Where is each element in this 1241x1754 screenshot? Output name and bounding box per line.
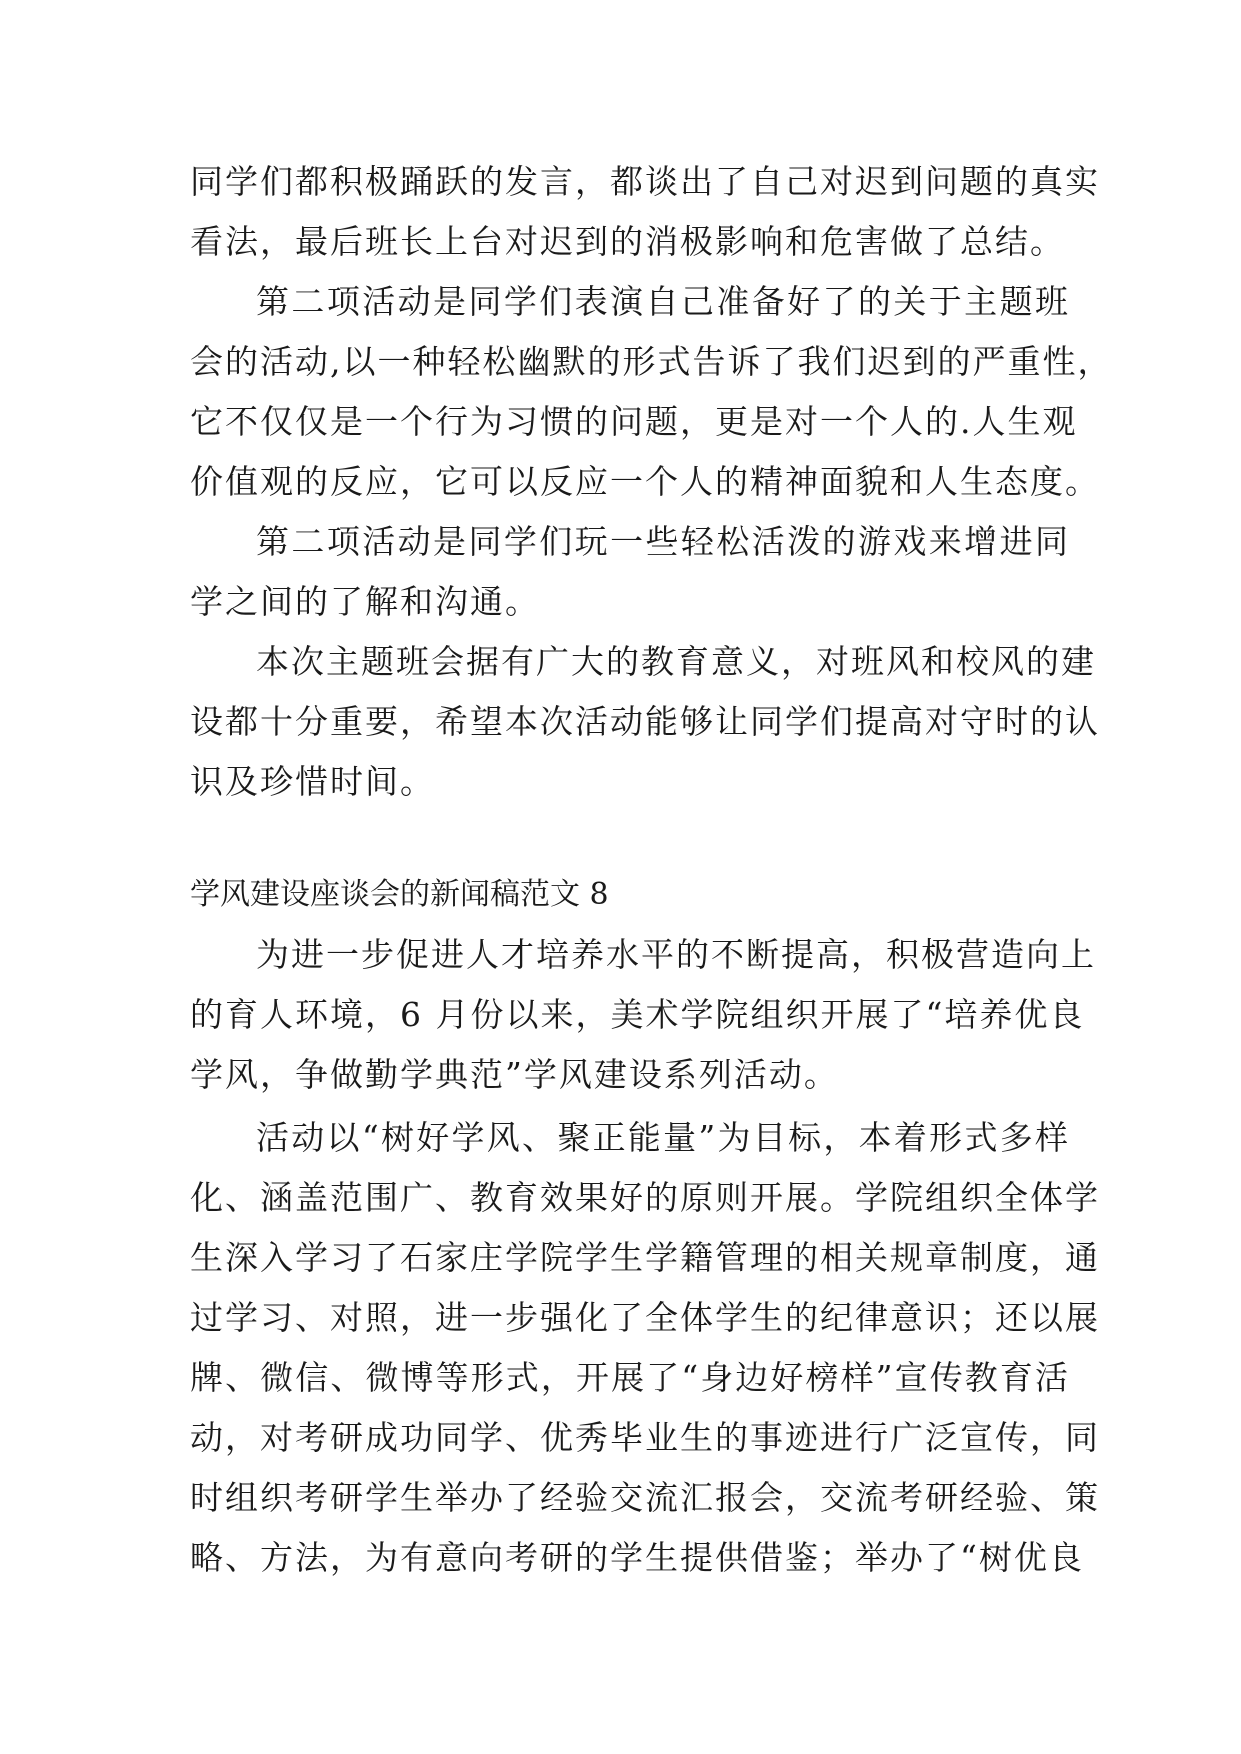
text-line: 设都十分重要，希望本次活动能够让同学们提高对守时的认 [190, 702, 1100, 741]
text-line: 识及珍惜时间。 [190, 762, 435, 801]
text-line: 价值观的反应，它可以反应一个人的精神面貌和人生态度。 [190, 462, 1100, 501]
text-line: 略、方法，为有意向考研的学生提供借鉴；举办了“树优良 [190, 1538, 1084, 1577]
text-line: 本次主题班会据有广大的教育意义，对班风和校风的建 [256, 642, 1096, 681]
text-line: 同学们都积极踊跃的发言，都谈出了自己对迟到问题的真实 [190, 162, 1100, 201]
text-line: 的育人环境，6 月份以来，美术学院组织开展了“培养优良 [190, 995, 1085, 1034]
text-line: 时组织考研学生举办了经验交流汇报会，交流考研经验、策 [190, 1478, 1100, 1517]
text-line: 学风，争做勤学典范”学风建设系列活动。 [190, 1055, 839, 1094]
text-line: 生深入学习了石家庄学院学生学籍管理的相关规章制度，通 [190, 1238, 1100, 1277]
text-line: 活动以“树好学风、聚正能量”为目标，本着形式多样 [256, 1118, 1070, 1157]
text-line: 牌、微信、微博等形式，开展了“身边好榜样”宣传教育活 [190, 1358, 1070, 1397]
text-line: 化、涵盖范围广、教育效果好的原则开展。学院组织全体学 [190, 1178, 1100, 1217]
text-line: 看法，最后班长上台对迟到的消极影响和危害做了总结。 [190, 222, 1065, 261]
text-line: 动，对考研成功同学、优秀毕业生的事迹进行广泛宣传，同 [190, 1418, 1100, 1457]
text-line: 它不仅仅是一个行为习惯的问题，更是对一个人的.人生观 [190, 402, 1078, 441]
text-line: 第二项活动是同学们表演自己准备好了的关于主题班 [256, 282, 1070, 321]
text-line: 学之间的了解和沟通。 [190, 582, 540, 621]
section-heading: 学风建设座谈会的新闻稿范文 8 [190, 877, 609, 912]
text-line: 为进一步促进人才培养水平的不断提高，积极营造向上 [256, 935, 1096, 974]
text-line: 第二项活动是同学们玩一些轻松活泼的游戏来增进同 [256, 522, 1070, 561]
text-line: 过学习、对照，进一步强化了全体学生的纪律意识；还以展 [190, 1298, 1100, 1337]
text-line: 会的活动,以一种轻松幽默的形式告诉了我们迟到的严重性， [190, 342, 1113, 381]
